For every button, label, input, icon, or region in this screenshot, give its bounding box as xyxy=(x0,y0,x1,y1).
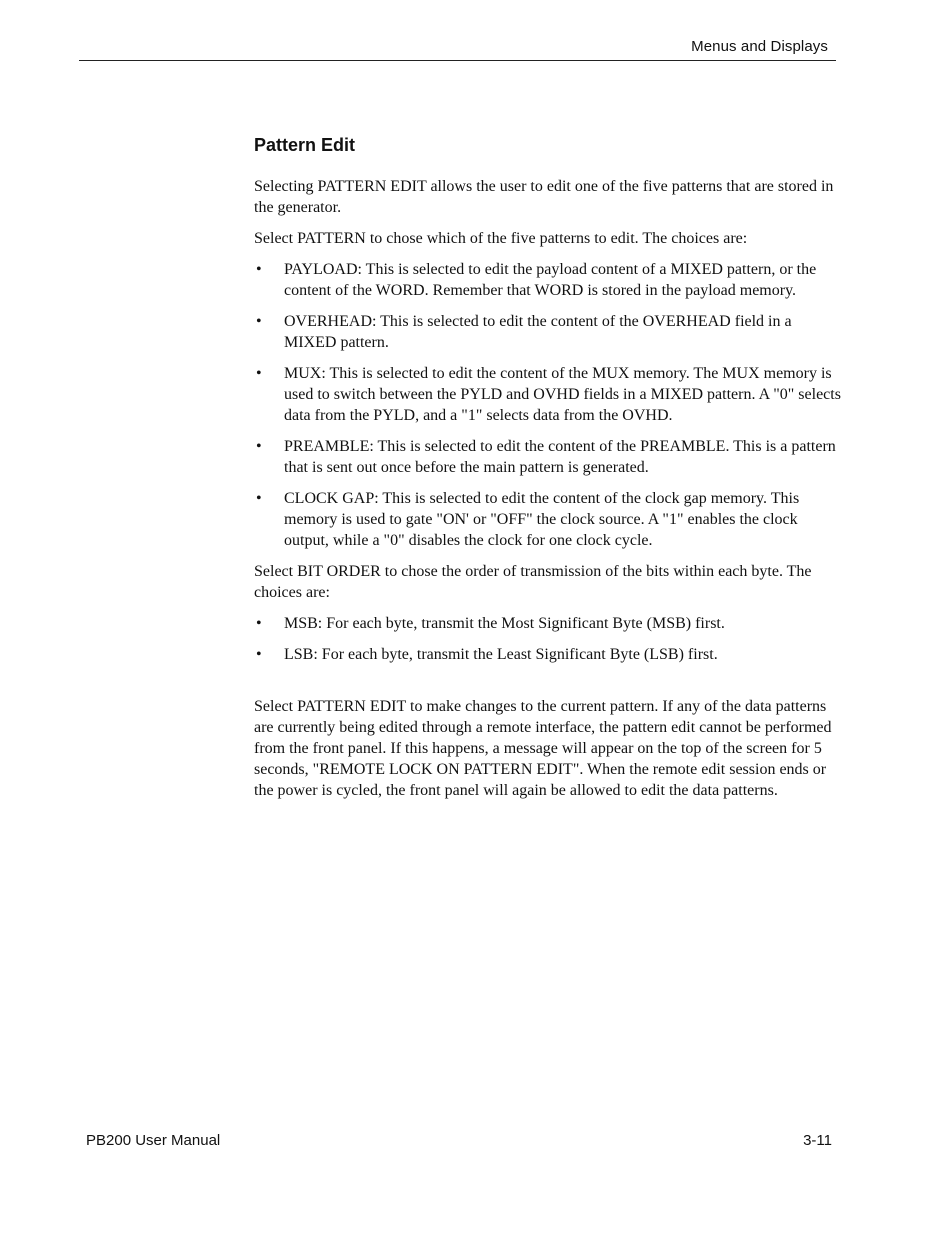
list-item-text: CLOCK GAP: This is selected to edit the content of the clock gap memory. This memory is used to gate "ON' or "OFF" the clock source. A "1" enables the clock output, while a "0" disables the clock for one clock cycle. xyxy=(284,490,800,549)
bullet-icon: • xyxy=(256,261,262,278)
spacer xyxy=(254,675,844,696)
header-rule xyxy=(79,60,836,61)
section-title: Pattern Edit xyxy=(254,135,356,155)
closing-paragraph: Select PATTERN EDIT to make changes to the current pattern. If any of the data patterns are currently being edited through a remote interface, the pattern edit cannot be performed from the front panel. If this happens, a message will appear on the top of the screen for 5 seconds, "REMOTE LOCK ON PATTERN EDIT". When the remote edit session ends or the power is cycled, the front panel will again be allowed to edit the data patterns. xyxy=(254,698,832,799)
running-head: Menus and Displays xyxy=(691,38,828,55)
footer-manual-name: PB200 User Manual xyxy=(86,1132,221,1149)
bullet-icon: • xyxy=(256,313,262,330)
list-item-text: PAYLOAD: This is selected to edit the payload content of a MIXED pattern, or the content of the WORD. Remember that WORD is stored in the payload memory. xyxy=(284,261,817,299)
list-item-text: MSB: For each byte, transmit the Most Significant Byte (MSB) first. xyxy=(284,615,725,632)
intro-paragraph: Selecting PATTERN EDIT allows the user to edit one of the five patterns that are stored in the generator. xyxy=(254,178,834,216)
list-item-text: PREAMBLE: This is selected to edit the content of the PREAMBLE. This is a pattern that is sent out once before the main pattern is generated. xyxy=(284,438,836,476)
list-item-text: OVERHEAD: This is selected to edit the content of the OVERHEAD field in a MIXED pattern. xyxy=(284,313,792,351)
bullet-icon: • xyxy=(256,646,262,663)
list-item xyxy=(254,259,844,301)
list-item-text: MUX: This is selected to edit the content of the MUX memory. The MUX memory is used to switch between the PYLD and OVHD fields in a MIXED pattern. A "0" selects data from the PYLD, and a "1" selects data from the OVHD. xyxy=(284,365,841,424)
footer-page-number: 3-11 xyxy=(803,1132,832,1149)
list-item-text: LSB: For each byte, transmit the Least Significant Byte (LSB) first. xyxy=(284,646,718,663)
pattern-choices-list xyxy=(254,259,844,551)
bullet-icon: • xyxy=(256,438,262,455)
list-item xyxy=(254,644,844,665)
bit-order-choices-list xyxy=(254,613,844,665)
bullet-icon: • xyxy=(256,365,262,382)
bullet-icon: • xyxy=(256,615,262,632)
list-item xyxy=(254,488,844,551)
body-text xyxy=(254,176,844,811)
list-item xyxy=(254,613,844,634)
bit-order-lead-paragraph: Select BIT ORDER to chose the order of transmission of the bits within each byte. The choices are: xyxy=(254,563,812,601)
pattern-lead-paragraph: Select PATTERN to chose which of the five patterns to edit. The choices are: xyxy=(254,230,748,247)
list-item xyxy=(254,311,844,353)
bullet-icon: • xyxy=(256,490,262,507)
list-item xyxy=(254,436,844,478)
list-item xyxy=(254,363,844,426)
